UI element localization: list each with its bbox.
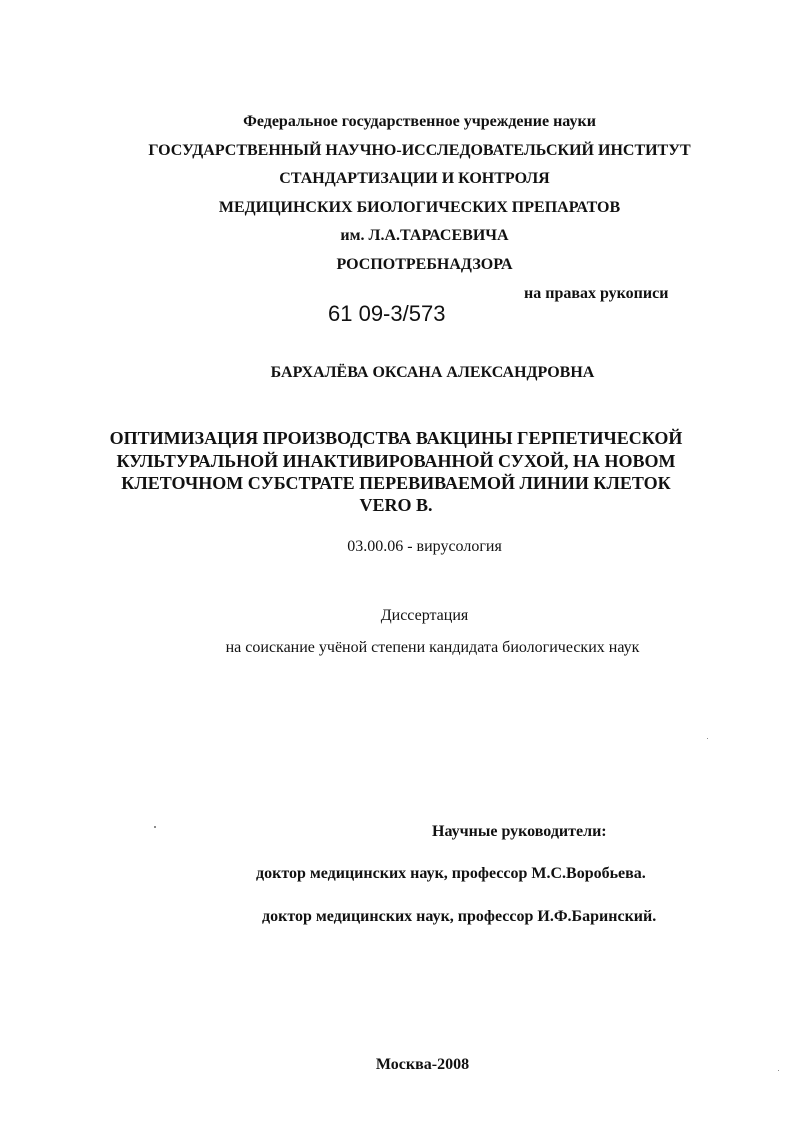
institution-line-5: им. Л.А.ТАРАСЕВИЧА — [340, 227, 509, 244]
title-line-1: ОПТИМИЗАЦИЯ ПРОИЗВОДСТВА ВАКЦИНЫ ГЕРПЕТИЧЕСКОЙ — [109, 428, 683, 448]
scan-speck — [707, 738, 708, 739]
title-line-3: КЛЕТОЧНОМ СУБСТРАТЕ ПЕРЕВИВАЕМОЙ ЛИНИИ КЛЕТОК — [121, 473, 671, 493]
institution-line-3: СТАНДАРТИЗАЦИИ И КОНТРОЛЯ — [279, 170, 550, 187]
work-type: Диссертация — [380, 607, 469, 624]
degree-statement: на соискание учёной степени кандидата биологических наук — [225, 639, 640, 656]
title-line-2: КУЛЬТУРАЛЬНОЙ ИНАКТИВИРОВАННОЙ СУХОЙ, НА НОВОМ — [116, 451, 676, 471]
specialty-code: 03.00.06 - вирусология — [347, 538, 502, 555]
registry-number: 61 09-3/573 — [328, 301, 446, 326]
institution-line-6: РОСПОТРЕБНАДЗОРА — [336, 256, 513, 273]
supervisors-heading: Научные руководители: — [432, 823, 607, 840]
scan-speck — [154, 826, 156, 828]
institution-line-4: МЕДИЦИНСКИХ БИОЛОГИЧЕСКИХ ПРЕПАРАТОВ — [218, 199, 621, 216]
city-year: Москва-2008 — [375, 1056, 470, 1073]
scan-speck — [778, 1070, 779, 1071]
title-line-4: VERO B. — [359, 495, 433, 515]
author-name: БАРХАЛЁВА ОКСАНА АЛЕКСАНДРОВНА — [270, 364, 595, 381]
supervisor-1: доктор медицинских наук, профессор М.С.Воробьева. — [256, 865, 646, 882]
institution-line-2: ГОСУДАРСТВЕННЫЙ НАУЧНО-ИССЛЕДОВАТЕЛЬСКИЙ ИНСТИТУТ — [148, 142, 691, 159]
manuscript-note: на правах рукописи — [524, 285, 669, 302]
supervisor-2: доктор медицинских наук, профессор И.Ф.Баринский. — [262, 908, 657, 925]
institution-line-1: Федеральное государственное учреждение науки — [243, 113, 596, 130]
